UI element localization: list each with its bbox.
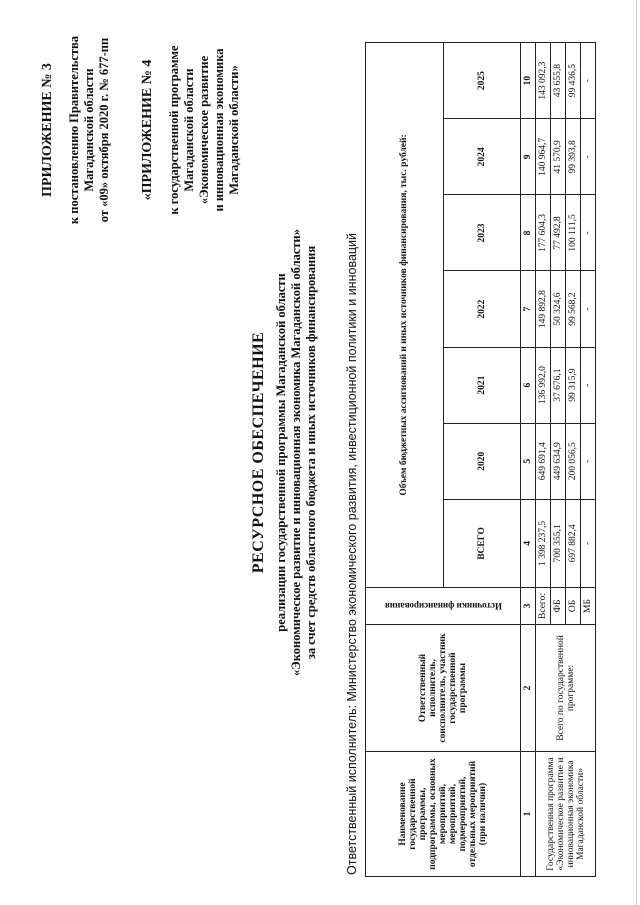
value-cell: 143 092,3	[536, 43, 551, 119]
column-number: 3	[521, 588, 536, 625]
appendix-4-line: Магаданской области»	[227, 65, 241, 195]
table-header-row	[366, 43, 444, 877]
source-cell: ОБ	[566, 588, 581, 625]
value-cell: -	[581, 423, 596, 499]
document-title-line: за счет средств областного бюджета и иных источников финансирования	[304, 245, 318, 660]
value-cell: 77 492,8	[551, 195, 566, 271]
value-cell: -	[581, 119, 596, 195]
value-cell: -	[581, 499, 596, 587]
source-cell: ФБ	[551, 588, 566, 625]
appendix-3-line: Магаданской области	[82, 68, 96, 192]
value-cell: -	[581, 347, 596, 423]
value-cell: 43 655,8	[551, 43, 566, 119]
program-executor-cell: Всего по государственной программе:	[536, 625, 596, 752]
appendix-4-line: к государственной программе	[167, 45, 181, 215]
value-cell: 140 964,7	[536, 119, 551, 195]
appendix-4-line: «Экономическое развитие	[197, 55, 211, 205]
appendix-4-title: «ПРИЛОЖЕНИЕ № 4	[140, 59, 155, 201]
value-cell: 1 398 237,5	[536, 499, 551, 587]
appendix-3-header	[40, 15, 112, 245]
value-cell: -	[581, 195, 596, 271]
document-title-main: РЕСУРСНОЕ ОБЕСПЕЧЕНИЕ	[250, 331, 267, 574]
header-volume: Объем бюджетных ассигнований и иных источников финансирования, тыс. рублей:	[366, 43, 444, 588]
value-cell: 449 634,9	[551, 423, 566, 499]
source-cell: Всего:	[536, 588, 551, 625]
value-cell: 99 393,8	[566, 119, 581, 195]
year-header: 2023	[443, 195, 521, 271]
year-header: 2022	[443, 271, 521, 347]
appendix-4-header	[140, 15, 242, 245]
value-cell: 50 324,6	[551, 271, 566, 347]
value-cell: 99 568,2	[566, 271, 581, 347]
header-name: Наименование государственной программы, подпрограммы, основных мероприятий, мероприятий, подмероприятий, отдельных мероприятий (при наличии)	[366, 752, 521, 877]
value-cell: 649 691,4	[536, 423, 551, 499]
value-cell: -	[581, 271, 596, 347]
value-cell: -	[581, 43, 596, 119]
year-header: 2024	[443, 119, 521, 195]
resource-table	[365, 42, 596, 877]
appendix-3-title: ПРИЛОЖЕНИЕ № 3	[40, 63, 55, 197]
appendix-3-line: к постановлению Правительства	[67, 35, 81, 225]
value-cell: 136 992,0	[536, 347, 551, 423]
column-number: 2	[521, 625, 536, 752]
value-cell: 697 882,4	[566, 499, 581, 587]
scan-edge-line	[636, 0, 637, 905]
year-header: 2020	[443, 423, 521, 499]
appendix-3-line: от «09» октября 2020 г. № 677-пп	[97, 37, 111, 223]
column-number: 1	[521, 752, 536, 877]
value-cell: 99 436,5	[566, 43, 581, 119]
program-name-cell: Государственная программа «Экономическое развитие и инновационная экономика Магаданской области»	[536, 752, 596, 877]
year-header: ВСЕГО	[443, 499, 521, 587]
column-number: 7	[521, 271, 536, 347]
source-cell: МБ	[581, 588, 596, 625]
document-title-line: реализации государственной программы Магаданской области	[274, 273, 288, 632]
value-cell: 149 892,8	[536, 271, 551, 347]
document-title	[250, 0, 319, 905]
value-cell: 99 315,9	[566, 347, 581, 423]
value-cell: 41 570,9	[551, 119, 566, 195]
table-row	[536, 43, 551, 877]
value-cell: 200 056,5	[566, 423, 581, 499]
appendix-4-line: Магаданской области	[182, 68, 196, 192]
header-source	[366, 588, 521, 625]
column-number: 9	[521, 119, 536, 195]
value-cell: 100 111,5	[566, 195, 581, 271]
year-header: 2021	[443, 347, 521, 423]
column-number: 5	[521, 423, 536, 499]
value-cell: 177 604,3	[536, 195, 551, 271]
value-cell: 37 676,1	[551, 347, 566, 423]
column-number-row	[521, 43, 536, 877]
responsible-executor: Ответственный исполнитель: Министерство экономического развития, инвестиционной политики и инноваций	[345, 232, 359, 875]
column-number: 4	[521, 499, 536, 587]
column-number: 10	[521, 43, 536, 119]
header-source-text: Источники финансирования	[384, 601, 502, 611]
column-number: 6	[521, 347, 536, 423]
document-title-line: «Экономическое развитие и инновационная экономика Магаданской области»	[289, 229, 303, 676]
value-cell: 700 355,1	[551, 499, 566, 587]
column-number: 8	[521, 195, 536, 271]
header-executor: Ответственный исполнитель, соисполнитель, участник государственной программы	[366, 625, 521, 752]
appendix-4-line: и инновационная экономика	[212, 48, 226, 212]
year-header: 2025	[443, 43, 521, 119]
